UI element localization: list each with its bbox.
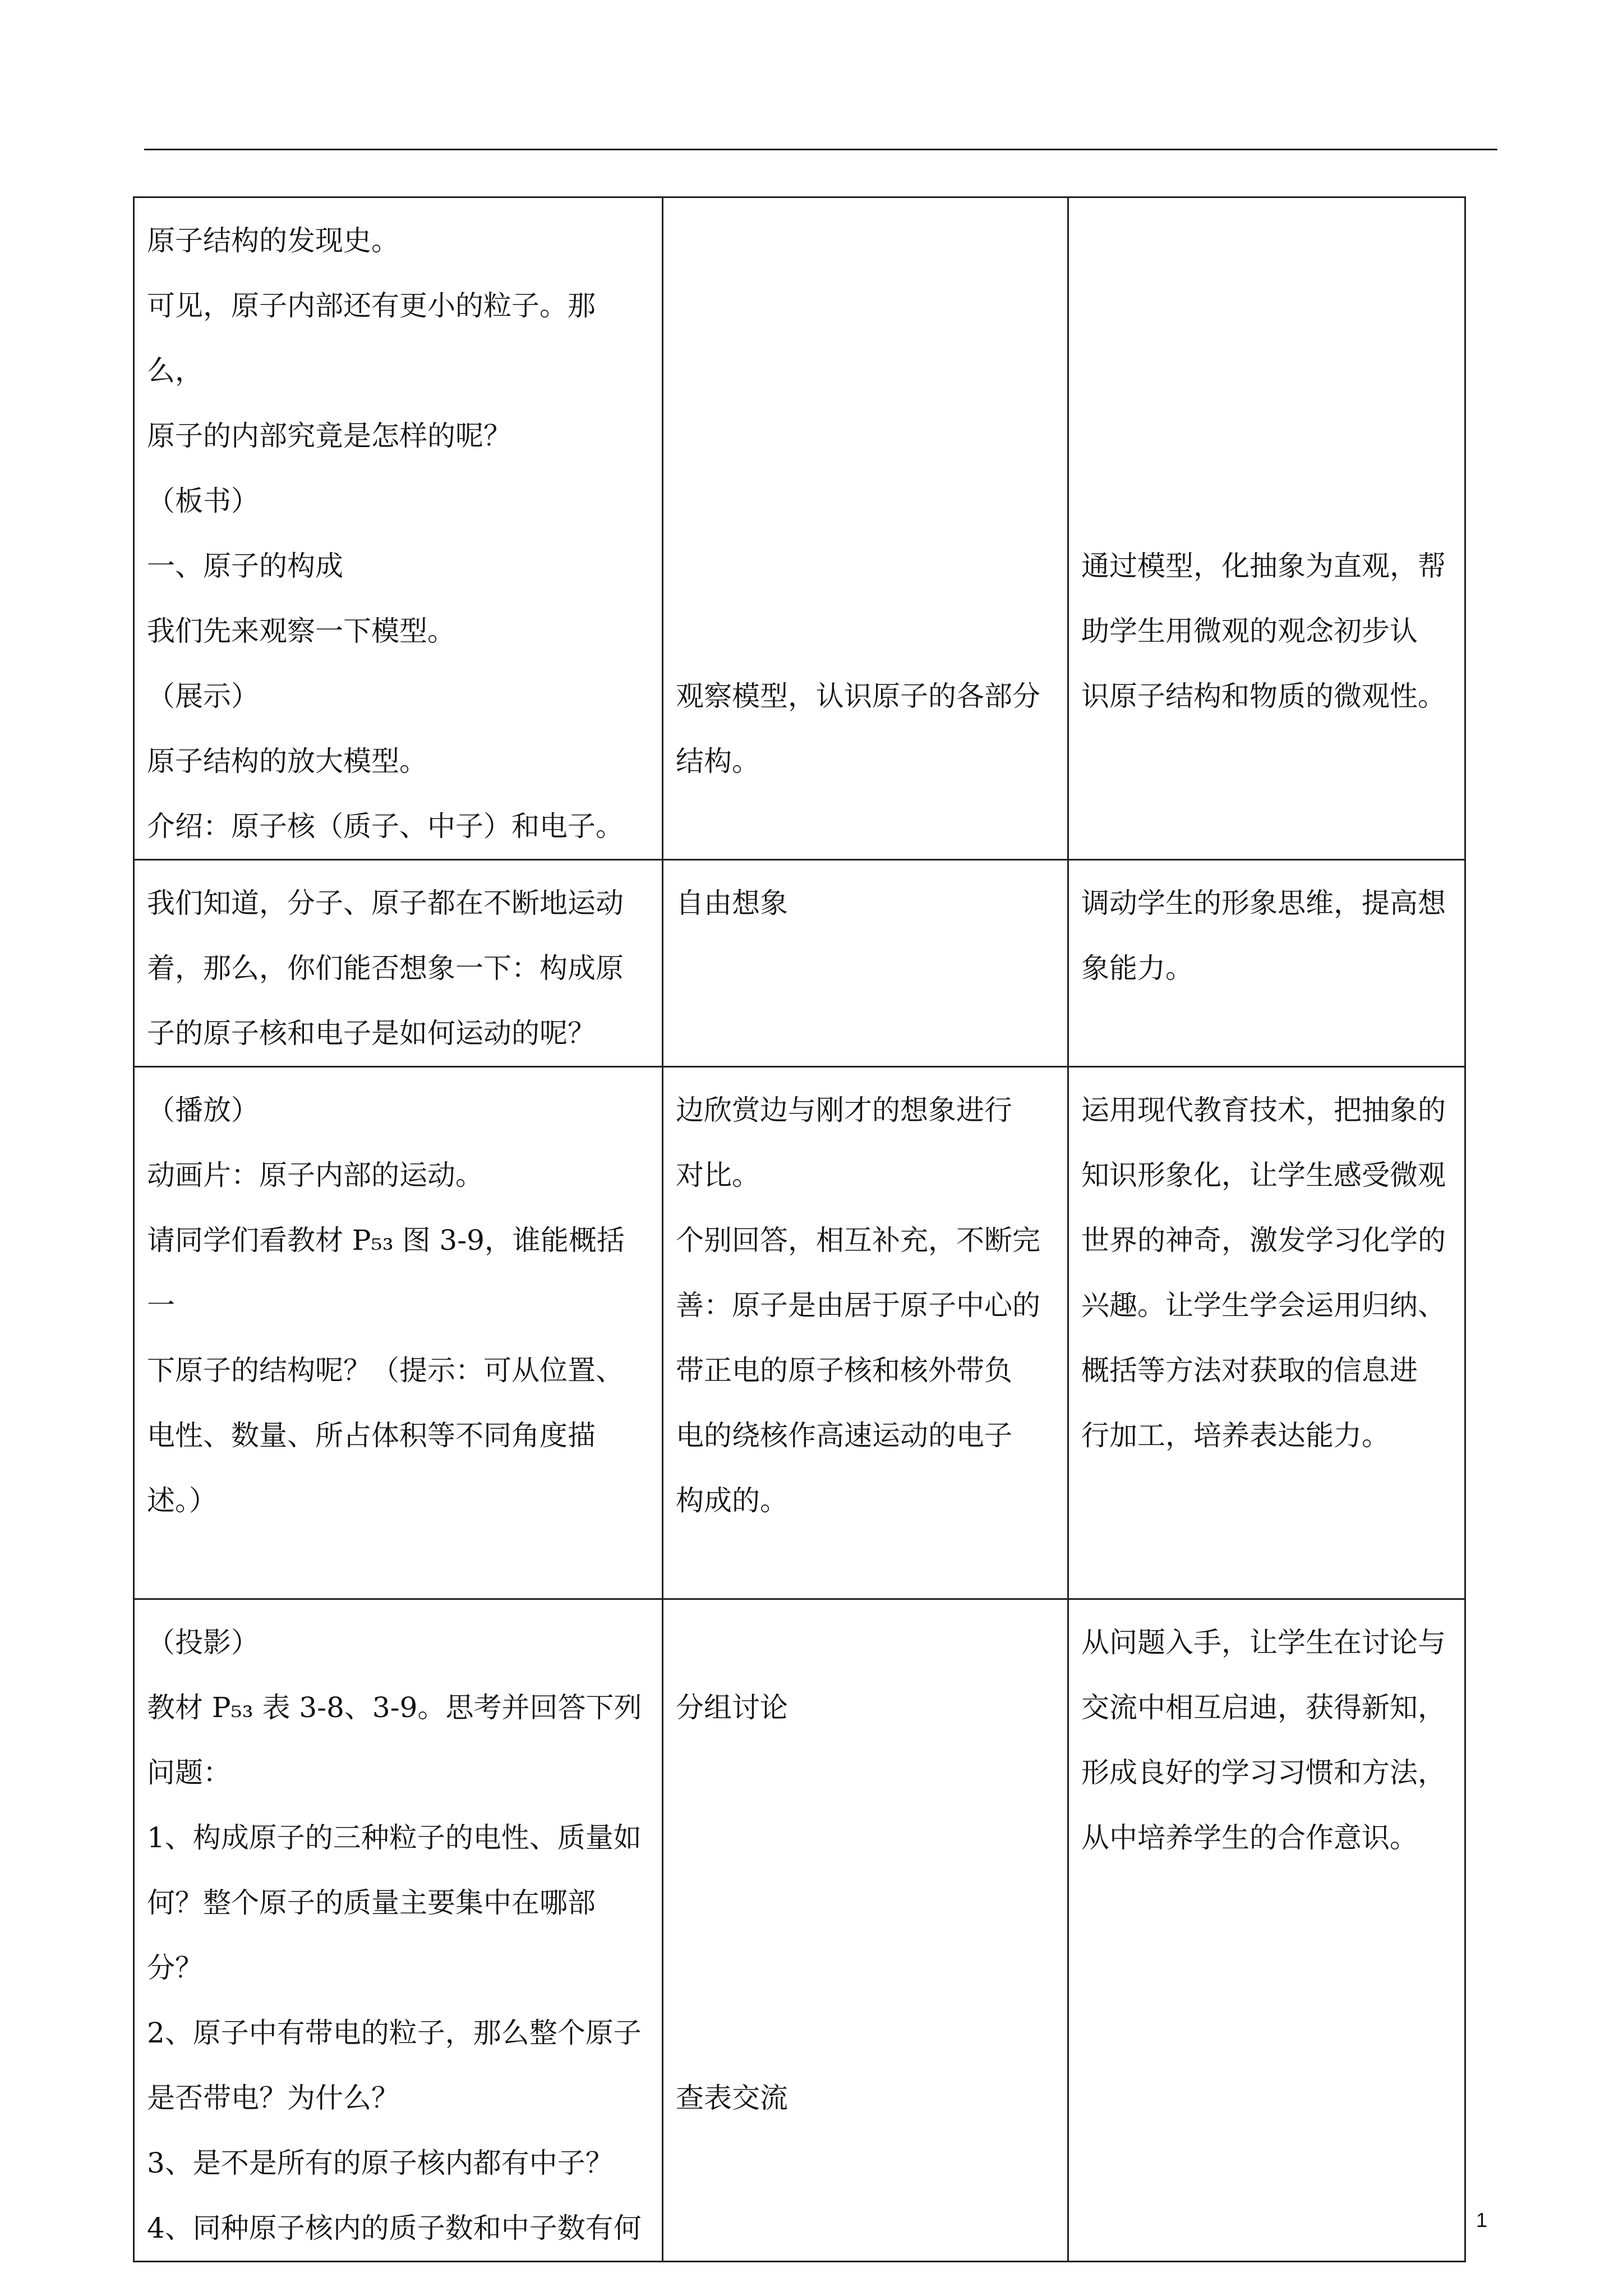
text-line: （投影） xyxy=(147,1626,259,1659)
text-line xyxy=(676,2131,1055,2196)
text-line xyxy=(676,208,1055,273)
teacher-cell xyxy=(134,1067,663,1599)
text-line: 查表交流 xyxy=(676,2082,788,2114)
table-row xyxy=(134,1599,1465,2262)
text-line xyxy=(676,273,1055,338)
text-line: 下原子的结构呢？（提示：可从位置、 xyxy=(147,1354,624,1387)
text-line: 原子的内部究竟是怎样的呢？ xyxy=(147,420,511,452)
student-cell xyxy=(663,1599,1068,2262)
text-line: 1、构成原子的三种粒子的电性、质量如 xyxy=(147,1821,642,1854)
text-line xyxy=(1081,273,1452,338)
text-line: 构成的。 xyxy=(676,1484,788,1517)
page-number: 1 xyxy=(1476,2208,1488,2231)
text-line xyxy=(676,403,1055,468)
text-line: 电的绕核作高速运动的电子 xyxy=(676,1419,1012,1452)
text-line xyxy=(1081,1935,1452,2000)
table-row xyxy=(134,1067,1465,1599)
text-line xyxy=(676,1935,1055,2000)
text-line: 形成良好的学习习惯和方法， xyxy=(1081,1756,1446,1789)
text-line: 请同学们看教材 P₅₃ 图 3-9，谁能概括一 xyxy=(147,1224,625,1322)
text-line: 对比。 xyxy=(676,1159,760,1191)
text-line: 自由想象 xyxy=(676,887,788,919)
intent-cell xyxy=(1068,1067,1465,1599)
table-row xyxy=(134,860,1465,1067)
intent-cell xyxy=(1068,860,1465,1067)
text-line: 交流中相互启迪，获得新知， xyxy=(1081,1691,1446,1724)
text-line: （播放） xyxy=(147,1094,259,1126)
text-line: 4、同种原子核内的质子数和中子数有何 xyxy=(147,2212,642,2244)
text-line: 教材 P₅₃ 表 3-8、3-9。思考并回答下列 xyxy=(147,1691,642,1724)
text-line: 述。） xyxy=(147,1484,217,1517)
text-line xyxy=(1081,1468,1452,1533)
text-line: 象能力。 xyxy=(1081,952,1193,984)
text-line xyxy=(1081,729,1452,794)
text-line: 个别回答，相互补充，不断完 xyxy=(676,1224,1040,1257)
teacher-cell xyxy=(134,1599,663,2262)
text-line: 助学生用微观的观念初步认 xyxy=(1081,615,1418,647)
teacher-cell xyxy=(134,860,663,1067)
text-line xyxy=(1081,2065,1452,2131)
text-line xyxy=(676,1805,1055,1870)
text-line xyxy=(676,1740,1055,1805)
text-line: 是否带电？为什么？ xyxy=(147,2082,399,2114)
student-cell xyxy=(663,860,1068,1067)
text-line: 可见，原子内部还有更小的粒子。那么， xyxy=(147,289,596,387)
text-line xyxy=(1081,403,1452,468)
text-line xyxy=(1081,338,1452,403)
text-line: 行加工，培养表达能力。 xyxy=(1081,1419,1390,1452)
text-line: 3、是不是所有的原子核内都有中子？ xyxy=(147,2147,614,2179)
text-line: 原子结构的发现史。 xyxy=(147,224,399,257)
text-line xyxy=(676,936,1055,1001)
text-line: 2、原子中有带电的粒子，那么整个原子 xyxy=(147,2017,642,2049)
table-row xyxy=(134,197,1465,860)
text-line xyxy=(676,533,1055,599)
text-line xyxy=(1081,468,1452,533)
text-line xyxy=(676,599,1055,664)
text-line: 动画片：原子内部的运动。 xyxy=(147,1159,483,1191)
text-line xyxy=(1081,2196,1452,2261)
text-line: 知识形象化，让学生感受微观 xyxy=(1081,1159,1446,1191)
text-line: 带正电的原子核和核外带负 xyxy=(676,1354,1012,1387)
text-line: 一、原子的构成 xyxy=(147,550,343,582)
text-line xyxy=(1081,2131,1452,2196)
text-line: 何？整个原子的质量主要集中在哪部 xyxy=(147,1887,596,1919)
text-line: 我们先来观察一下模型。 xyxy=(147,615,455,647)
text-line: 原子结构的放大模型。 xyxy=(147,745,427,777)
text-line xyxy=(1081,1870,1452,1935)
text-line: 着，那么，你们能否想象一下：构成原 xyxy=(147,952,624,984)
text-line xyxy=(1081,2000,1452,2065)
text-line: 从问题入手，让学生在讨论与 xyxy=(1081,1626,1446,1659)
text-line xyxy=(1081,1001,1452,1066)
lesson-table xyxy=(133,196,1466,2262)
text-line xyxy=(676,1610,1055,1675)
text-line: 世界的神奇，激发学习化学的 xyxy=(1081,1224,1446,1257)
text-line: 概括等方法对获取的信息进 xyxy=(1081,1354,1418,1387)
student-cell xyxy=(663,197,1068,860)
text-line xyxy=(676,2196,1055,2261)
intent-cell xyxy=(1068,1599,1465,2262)
text-line: 观察模型，认识原子的各部分 xyxy=(676,680,1040,712)
text-line: 电性、数量、所占体积等不同角度描 xyxy=(147,1419,596,1452)
text-line: 我们知道，分子、原子都在不断地运动 xyxy=(147,887,624,919)
teacher-cell xyxy=(134,197,663,860)
text-line: 运用现代教育技术，把抽象的 xyxy=(1081,1094,1446,1126)
text-line: 兴趣。让学生学会运用归纳、 xyxy=(1081,1289,1446,1322)
text-line xyxy=(676,468,1055,533)
text-line xyxy=(676,338,1055,403)
text-line: 分组讨论 xyxy=(676,1691,788,1724)
text-line: 问题： xyxy=(147,1756,231,1789)
text-line xyxy=(676,1870,1055,1935)
text-line xyxy=(676,2000,1055,2065)
intent-cell xyxy=(1068,197,1465,860)
text-line: （板书） xyxy=(147,485,259,517)
text-line: 分？ xyxy=(147,1952,203,1984)
text-line xyxy=(676,1001,1055,1066)
text-line: 边欣赏边与刚才的想象进行 xyxy=(676,1094,1012,1126)
text-line: 识原子结构和物质的微观性。 xyxy=(1081,680,1446,712)
header-rule xyxy=(144,149,1497,150)
text-line: （展示） xyxy=(147,680,259,712)
text-line: 从中培养学生的合作意识。 xyxy=(1081,1821,1418,1854)
text-line: 介绍：原子核（质子、中子）和电子。 xyxy=(147,810,624,843)
text-line: 子的原子核和电子是如何运动的呢？ xyxy=(147,1017,596,1050)
text-line xyxy=(147,1533,649,1598)
text-line: 通过模型，化抽象为直观，帮 xyxy=(1081,550,1446,582)
text-line xyxy=(1081,208,1452,273)
text-line: 善：原子是由居于原子中心的 xyxy=(676,1289,1040,1322)
text-line: 调动学生的形象思维，提高想 xyxy=(1081,887,1446,919)
text-line: 结构。 xyxy=(676,745,760,777)
student-cell xyxy=(663,1067,1068,1599)
